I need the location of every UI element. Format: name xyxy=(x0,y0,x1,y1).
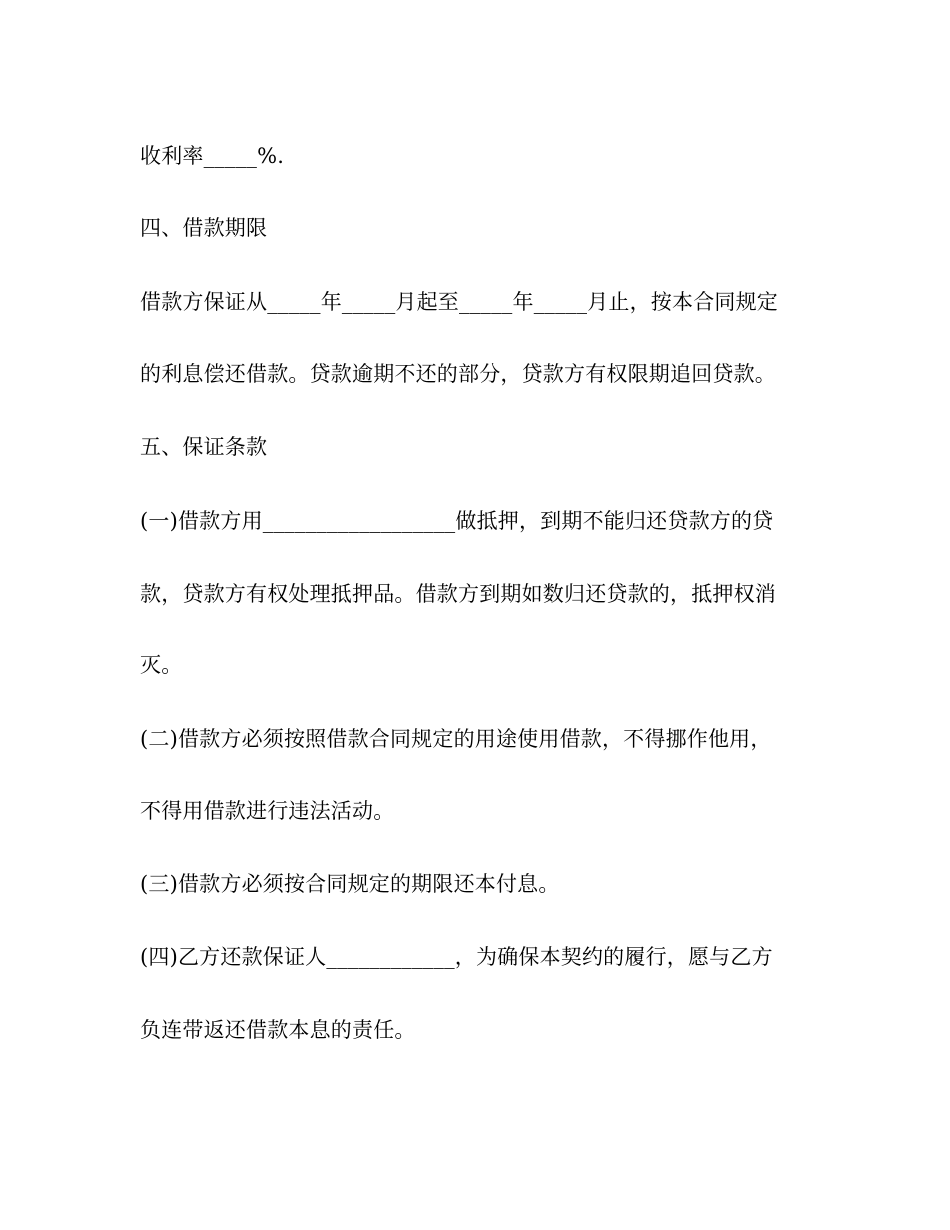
text-line-clause-1-part-2: 款，贷款方有权处理抵押品。借款方到期如数归还贷款的，抵押权消 xyxy=(140,582,776,606)
text-line-term-clause-2: 的利息偿还借款。贷款逾期不还的部分，贷款方有权限期追回贷款。 xyxy=(140,362,776,386)
text-line-clause-1-part-3: 灭。 xyxy=(140,653,183,677)
text-line-clause-2-part-2: 不得用借款进行违法活动。 xyxy=(140,799,395,823)
text-line-clause-3: (三)借款方必须按合同规定的期限还本付息。 xyxy=(140,872,560,896)
text-line-clause-1-part-1: (一)借款方用__________________做抵押，到期不能归还贷款方的贷 xyxy=(140,509,774,533)
text-line-clause-4-part-1: (四)乙方还款保证人____________，为确保本契约的履行，愿与乙方 xyxy=(140,945,773,969)
text-line-clause-4-part-2: 负连带返还借款本息的责任。 xyxy=(140,1018,416,1042)
text-line-clause-2-part-1: (二)借款方必须按照借款合同规定的用途使用借款，不得挪作他用， xyxy=(140,727,772,751)
text-line-term-clause-1: 借款方保证从_____年_____月起至_____年_____月止，按本合同规定 xyxy=(140,290,778,314)
section-heading-guarantee: 五、保证条款 xyxy=(140,435,268,459)
text-line-interest-rate: 收利率_____%. xyxy=(140,144,285,168)
section-heading-loan-term: 四、借款期限 xyxy=(140,216,268,240)
